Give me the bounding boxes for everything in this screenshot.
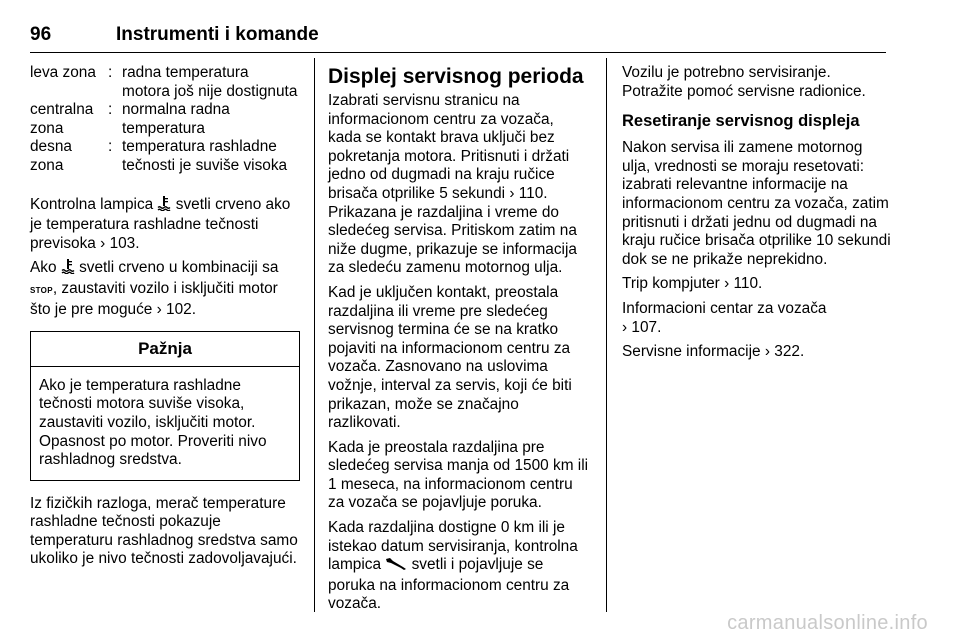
page-title: Instrumenti i komande [116, 24, 319, 45]
page-header [30, 24, 890, 50]
page-reference: 107. [631, 318, 662, 336]
cross-reference-trip-computer: Trip kompjuter › 110. [622, 275, 763, 293]
stop-symbol: STOP [30, 285, 53, 295]
wrench-icon [385, 557, 407, 577]
column-2 [328, 64, 590, 620]
service-needed-paragraph: Vozilu je potrebno servisiranje. Potražite pomoć servisne radionice. [622, 64, 866, 100]
zone-label: desna zona [30, 138, 72, 174]
zone-description: radna temperatura motora još nije dostignuta [122, 64, 298, 100]
service-display-paragraph: Izabrati servisnu stranicu na informacionom centru za vozača, kada se kontakt brava uključi bez pokretanja motora. Pritisnuti i držati jedno od dugmadi na kraju ručice brisača otprilike 5 sekundi › 110. Prikazana je razdaljina i vreme do sledećeg servisa. Pritiskom zatim na niže dugme, prikazuje se informacija za sledeću zamenu motornog ulja. [328, 92, 577, 277]
page-reference-arrow-icon: › [764, 343, 775, 361]
page-reference-arrow-icon: › [724, 275, 734, 293]
watermark: carmanualsonline.info [727, 612, 928, 634]
zone-label: centralna zona [30, 101, 94, 137]
zone-description: temperatura rashladne tečnosti je suviše visoka [122, 138, 288, 174]
stop-warning-paragraph: Ako svetli crveno u kombinaciji sa STOP, zaustaviti vozilo i isključiti motor što je pre moguće › 102. [30, 259, 279, 318]
page-reference: 322. [774, 343, 805, 361]
remaining-distance-paragraph: Kad je uključen kontakt, preostala razdaljina ili vreme pre sledećeg servisnog termina će se na kratko pojaviti na informacionom centru za vozača. Zasnovano na uslovima vožnje, interval za servis, koji će biti prikazan, može se značajno razlikovati. [328, 283, 572, 432]
column-3 [622, 64, 894, 368]
reset-instructions-paragraph: Nakon servisa ili zamene motornog ulja, vrednosti se moraju resetovati: izabrati relevantne informacije na informacionom centru za vozača, zatim pritisnuti i držati jednu od dugmadi na kraju ručice brisača otprilike 10 sekundi dok se ne prikaže neprekidno. [622, 139, 891, 268]
coolant-warning-paragraph: Kontrolna lampica svetli crveno ako je temperatura rashladne tečnosti previsoka › 103. [30, 195, 291, 252]
service-lamp-paragraph: Kada razdaljina dostigne 0 km ili je istekao datum servisiranja, kontrolna lampica svetli i pojavljuje se poruka na informacionom centru za vozača. [328, 519, 578, 613]
page-reference-arrow-icon: › [622, 318, 632, 336]
page-reference: 102. [166, 300, 196, 318]
service-message-paragraph: Kada je preostala razdaljina pre sledećeg servisa manja od 1500 km ili 1 meseca, na informacionom centru za vozača se pojavljuje poruka. [328, 438, 589, 512]
column-divider-1 [314, 58, 315, 612]
caution-text: Ako je temperatura rashladne tečnosti motora suviše visoka, zaustaviti vozilo, isključiti motor. Opasnost po motor. Proveriti nivo rashladnog sredstva. [39, 376, 267, 469]
subsection-title: Resetiranje servisnog displeja [622, 112, 860, 131]
header-rule [30, 52, 886, 53]
page-reference-arrow-icon: › [509, 184, 519, 202]
caution-title: Pažnja [31, 332, 299, 367]
temperature-zone-table [30, 64, 300, 176]
page-reference-arrow-icon: › [100, 234, 110, 252]
zone-separator: : [108, 64, 113, 81]
coolant-temperature-icon [157, 196, 171, 217]
zone-separator: : [108, 101, 113, 119]
cross-reference-driver-info-centre: Informacioni centar za vozača › 107. [622, 299, 827, 336]
column-1 [30, 64, 300, 575]
coolant-temperature-icon [61, 259, 75, 280]
page-number: 96 [30, 24, 52, 45]
page-reference: 110. [518, 184, 548, 202]
gauge-explanation-paragraph: Iz fizičkih razloga, merač temperature rashladne tečnosti pokazuje temperaturu rashladnog sredstva samo ukoliko je nivo tečnosti zadovoljavajući. [30, 494, 298, 568]
page-reference: 103. [109, 234, 140, 252]
column-divider-2 [606, 58, 607, 612]
page-reference: 110. [733, 275, 763, 293]
zone-separator: : [108, 138, 113, 156]
page-reference-arrow-icon: › [156, 300, 167, 318]
cross-reference-service-info: Servisne informacije › 322. [622, 343, 805, 361]
zone-label: leva zona [30, 64, 96, 81]
section-title: Displej servisnog perioda [328, 65, 584, 88]
caution-box [30, 331, 300, 481]
zone-description: normalna radna temperatura [122, 101, 230, 137]
